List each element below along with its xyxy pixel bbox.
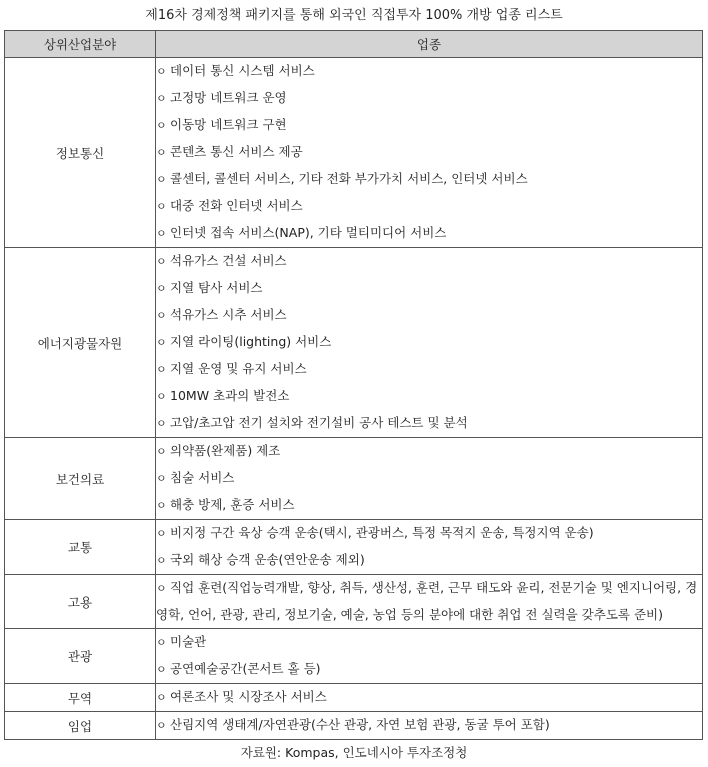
industry-item bbox=[156, 712, 702, 739]
industry-item-text: 지열 운영 및 유지 서비스 bbox=[170, 361, 307, 376]
bullet-icon: ㅇ bbox=[156, 255, 167, 268]
industry-item bbox=[156, 85, 702, 112]
industry-item-text: 석유가스 시추 서비스 bbox=[170, 307, 287, 322]
bullet-icon: ㅇ bbox=[156, 472, 167, 485]
bullet-icon: ㅇ bbox=[156, 417, 167, 430]
sector-cell: 무역 bbox=[5, 684, 156, 712]
bullet-icon: ㅇ bbox=[156, 554, 167, 567]
industry-item-text: 콜센터, 콜센터 서비스, 기타 전화 부가가치 서비스, 인터넷 서비스 bbox=[170, 171, 528, 186]
bullet-icon: ㅇ bbox=[156, 390, 167, 403]
bullet-icon: ㅇ bbox=[156, 663, 167, 676]
industry-item-text: 직업 훈련(직업능력개발, 향상, 취득, 생산성, 훈련, 근무 태도와 윤리, 전문기술 및 엔지니어링, 경영학, 언어, 관광, 관리, 정보기술, 예술, 농업 등의 분야에 대한 취업 전 실력을 갖추도록 준비) bbox=[156, 580, 698, 622]
sector-cell: 에너지광물자원 bbox=[5, 248, 156, 438]
bullet-icon: ㅇ bbox=[156, 65, 167, 78]
industry-item-text: 콘텐츠 통신 서비스 제공 bbox=[170, 144, 303, 159]
industry-item bbox=[156, 166, 702, 193]
industry-table bbox=[4, 30, 703, 740]
bullet-icon: ㅇ bbox=[156, 499, 167, 512]
industry-item bbox=[156, 656, 702, 683]
table-header-row bbox=[5, 31, 703, 58]
industry-item-text: 데이터 통신 시스템 서비스 bbox=[170, 63, 315, 78]
industry-item-text: 석유가스 건설 서비스 bbox=[170, 253, 287, 268]
bullet-icon: ㅇ bbox=[156, 445, 167, 458]
table-row bbox=[5, 520, 703, 575]
industry-item bbox=[156, 547, 702, 574]
industry-item bbox=[156, 520, 702, 547]
table-row bbox=[5, 684, 703, 712]
source-note: 자료원: Kompas, 인도네시아 투자조정청 bbox=[240, 745, 468, 760]
industry-item bbox=[156, 410, 702, 437]
sector-cell: 교통 bbox=[5, 520, 156, 575]
industry-item bbox=[156, 438, 702, 465]
industry-item-text: 대중 전화 인터넷 서비스 bbox=[170, 198, 303, 213]
industry-item-text: 의약품(완제품) 제조 bbox=[170, 443, 281, 458]
bullet-icon: ㅇ bbox=[156, 527, 167, 540]
bullet-icon: ㅇ bbox=[156, 92, 167, 105]
industry-list-cell bbox=[156, 684, 703, 712]
bullet-icon: ㅇ bbox=[156, 691, 167, 704]
industry-item-text: 고정망 네트워크 운영 bbox=[170, 90, 287, 105]
industry-list-cell bbox=[156, 712, 703, 740]
industry-list-cell bbox=[156, 248, 703, 438]
industry-item-text: 산림지역 생태계/자연관광(수산 관광, 자연 보험 관광, 동굴 투어 포함) bbox=[170, 717, 550, 732]
sector-cell: 정보통신 bbox=[5, 58, 156, 248]
industry-item bbox=[156, 575, 702, 628]
industry-list-cell bbox=[156, 629, 703, 684]
industry-item-text: 10MW 초과의 발전소 bbox=[170, 388, 290, 403]
bullet-icon: ㅇ bbox=[156, 363, 167, 376]
bullet-icon: ㅇ bbox=[156, 282, 167, 295]
industry-list-cell bbox=[156, 520, 703, 575]
industry-item bbox=[156, 112, 702, 139]
bullet-icon: ㅇ bbox=[156, 309, 167, 322]
industry-item bbox=[156, 629, 702, 656]
industry-list-cell bbox=[156, 58, 703, 248]
industry-item-text: 공연예술공간(콘서트 홀 등) bbox=[170, 661, 321, 676]
industry-item bbox=[156, 684, 702, 711]
sector-cell: 임업 bbox=[5, 712, 156, 740]
industry-item bbox=[156, 248, 702, 275]
industry-item bbox=[156, 329, 702, 356]
sector-cell: 관광 bbox=[5, 629, 156, 684]
table-body bbox=[5, 58, 703, 740]
bullet-icon: ㅇ bbox=[156, 719, 167, 732]
industry-item-text: 고압/초고압 전기 설치와 전기설비 공사 테스트 및 분석 bbox=[170, 415, 468, 430]
table-row bbox=[5, 629, 703, 684]
industry-item bbox=[156, 492, 702, 519]
industry-item-text: 국외 해상 승객 운송(연안운송 제외) bbox=[170, 552, 365, 567]
industry-item bbox=[156, 220, 702, 247]
industry-item bbox=[156, 302, 702, 329]
industry-item bbox=[156, 139, 702, 166]
industry-item bbox=[156, 465, 702, 492]
bullet-icon: ㅇ bbox=[156, 582, 167, 595]
table-row bbox=[5, 58, 703, 248]
bullet-icon: ㅇ bbox=[156, 336, 167, 349]
industry-item-text: 인터넷 접속 서비스(NAP), 기타 멀티미디어 서비스 bbox=[170, 225, 447, 240]
table-row bbox=[5, 438, 703, 520]
industry-item-text: 비지정 구간 육상 승객 운송(택시, 관광버스, 특정 목적지 운송, 특정지역 운송) bbox=[170, 525, 594, 540]
industry-item bbox=[156, 275, 702, 302]
industry-item-text: 지열 탐사 서비스 bbox=[170, 280, 263, 295]
bullet-icon: ㅇ bbox=[156, 146, 167, 159]
table-row bbox=[5, 575, 703, 629]
bullet-icon: ㅇ bbox=[156, 200, 167, 213]
document-title: 제16차 경제정책 패키지를 통해 외국인 직접투자 100% 개방 업종 리스트 bbox=[145, 8, 563, 23]
industry-item-text: 지열 라이팅(lighting) 서비스 bbox=[170, 334, 332, 349]
industry-item-text: 미술관 bbox=[170, 634, 207, 649]
industry-item bbox=[156, 383, 702, 410]
industry-item-text: 이동망 네트워크 구현 bbox=[170, 117, 287, 132]
industry-item-text: 여론조사 및 시장조사 서비스 bbox=[170, 689, 327, 704]
bullet-icon: ㅇ bbox=[156, 227, 167, 240]
industry-item bbox=[156, 356, 702, 383]
industry-item bbox=[156, 58, 702, 85]
bullet-icon: ㅇ bbox=[156, 119, 167, 132]
industry-item bbox=[156, 193, 702, 220]
header-industry: 업종 bbox=[156, 31, 703, 58]
industry-list-cell bbox=[156, 438, 703, 520]
industry-item-text: 침술 서비스 bbox=[170, 470, 235, 485]
table-row bbox=[5, 712, 703, 740]
bullet-icon: ㅇ bbox=[156, 636, 167, 649]
sector-cell: 고용 bbox=[5, 575, 156, 629]
bullet-icon: ㅇ bbox=[156, 173, 167, 186]
sector-cell: 보건의료 bbox=[5, 438, 156, 520]
industry-list-cell bbox=[156, 575, 703, 629]
industry-item-text: 해충 방제, 훈증 서비스 bbox=[170, 497, 295, 512]
table-row bbox=[5, 248, 703, 438]
header-sector: 상위산업분야 bbox=[5, 31, 156, 58]
